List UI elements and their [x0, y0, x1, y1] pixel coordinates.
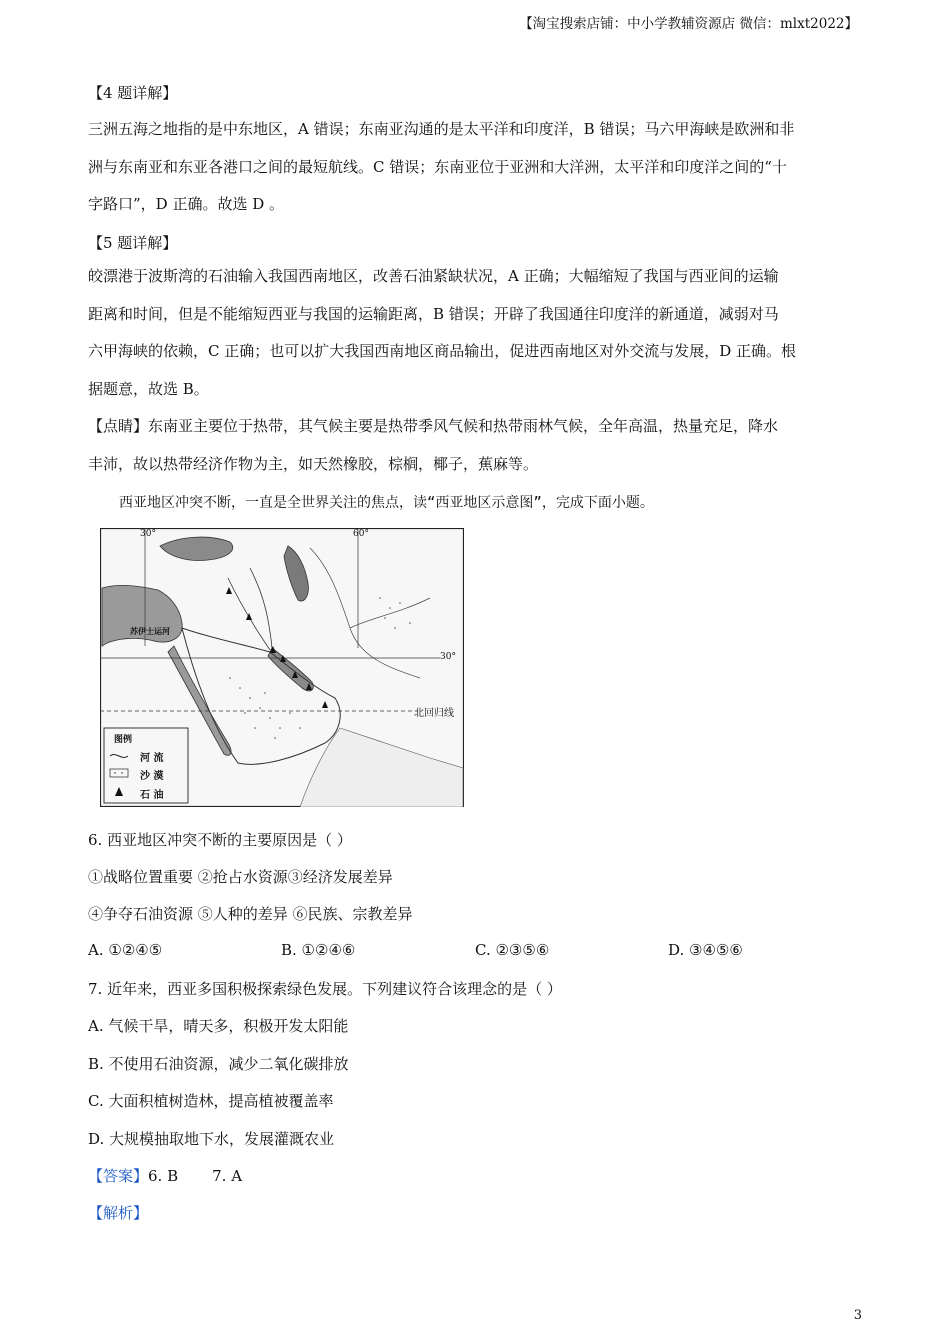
answer-label: 【答案】: [88, 1167, 149, 1185]
q7-option-b[interactable]: B. 不使用石油资源，减少二氧化碳排放: [88, 1055, 349, 1073]
legend-desert-label: 沙 漠: [140, 771, 164, 782]
q6-option-a[interactable]: A. ①②④⑤: [88, 941, 163, 959]
page-number: 3: [853, 1308, 862, 1323]
q6-option-c[interactable]: C. ②③⑤⑥: [475, 941, 550, 959]
q6-option-d[interactable]: D. ③④⑤⑥: [668, 941, 743, 959]
answer-6: 6. B: [148, 1167, 179, 1185]
legend-title: 图例: [114, 735, 133, 745]
q6-options: [88, 941, 868, 963]
tip-label: 【点睛】: [88, 417, 149, 435]
lon-30-label: 30°: [140, 529, 156, 539]
q5-line: 距离和时间，但是不能缩短西亚与我国的运输距离，B 错误；开辟了我国通往印度洋的新通道，减弱对马: [88, 304, 779, 323]
map-intro: 西亚地区冲突不断，一直是全世界关注的焦点，读“西亚地区示意图”，完成下面小题。: [119, 495, 654, 511]
q4-line: 三洲五海之地指的是中东地区，A 错误；东南亚沟通的是太平洋和印度洋，B 错误；马六甲海峡是欧洲和非: [88, 120, 795, 138]
q5-line: 据题意，故选 B。: [88, 379, 209, 398]
q6-line-1: ①战略位置重要 ②抢占水资源③经济发展差异: [88, 868, 393, 886]
q5-line: 六甲海峡的依赖，C 正确；也可以扩大我国西南地区商品输出，促进西南地区对外交流与发展，D 正确。根: [88, 342, 797, 360]
suez-canal-label: 苏伊士运河: [130, 627, 170, 636]
q6-option-b[interactable]: B. ①②④⑥: [281, 941, 356, 959]
tip-line: 丰沛，故以热带经济作物为主，如天然橡胶，棕榈，椰子，蕉麻等。: [88, 454, 539, 473]
q5-title: 【5 题详解】: [88, 234, 178, 252]
q4-body: [88, 111, 868, 224]
q6-line-2: ④争夺石油资源 ⑤人种的差异 ⑥民族、宗教差异: [88, 905, 413, 923]
q7-option-a[interactable]: A. 气候干旱，晴天多，积极开发太阳能: [88, 1017, 349, 1035]
analysis-label: 【解析】: [88, 1204, 149, 1222]
page-header: 【淘宝搜索店铺：中小学教辅资源店 微信：mlxt2022】: [519, 16, 858, 32]
lon-60-label: 60°: [353, 529, 369, 539]
legend-oil-label: 石 油: [140, 790, 164, 801]
q5-body: [88, 258, 868, 408]
tip-block: [88, 408, 868, 483]
legend-river-label: 河 流: [140, 753, 164, 764]
answer-7: 7. A: [212, 1167, 243, 1185]
lat-30-label: 30°: [440, 652, 456, 662]
q4-title: 【4 题详解】: [88, 84, 178, 102]
q4-line: 洲与东南亚和东亚各港口之间的最短航线。C 错误；东南亚位于亚洲和大洋洲，太平洋和印度洋之间的“十: [88, 157, 787, 176]
tropic-label: 北回归线: [414, 708, 454, 719]
q7-option-d[interactable]: D. 大规模抽取地下水，发展灌溉农业: [88, 1130, 335, 1148]
q7-stem: 7. 近年来，西亚多国积极探索绿色发展。下列建议符合该理念的是（ ）: [88, 980, 562, 998]
q4-line: 字路口”，D 正确。故选 D 。: [88, 195, 285, 213]
answer-line: [88, 1165, 242, 1186]
tip-line: 东南亚主要位于热带，其气候主要是热带季风气候和热带雨林气候，全年高温，热量充足，降水: [148, 417, 779, 435]
q5-line: 皎漂港于波斯湾的石油输入我国西南地区，改善石油紧缺状况，A 正确；大幅缩短了我国与西亚间的运输: [88, 267, 779, 285]
q6-stem: 6. 西亚地区冲突不断的主要原因是（ ）: [88, 831, 352, 849]
west-asia-map: [100, 528, 464, 807]
q7-option-c[interactable]: C. 大面积植树造林，提高植被覆盖率: [88, 1092, 334, 1110]
